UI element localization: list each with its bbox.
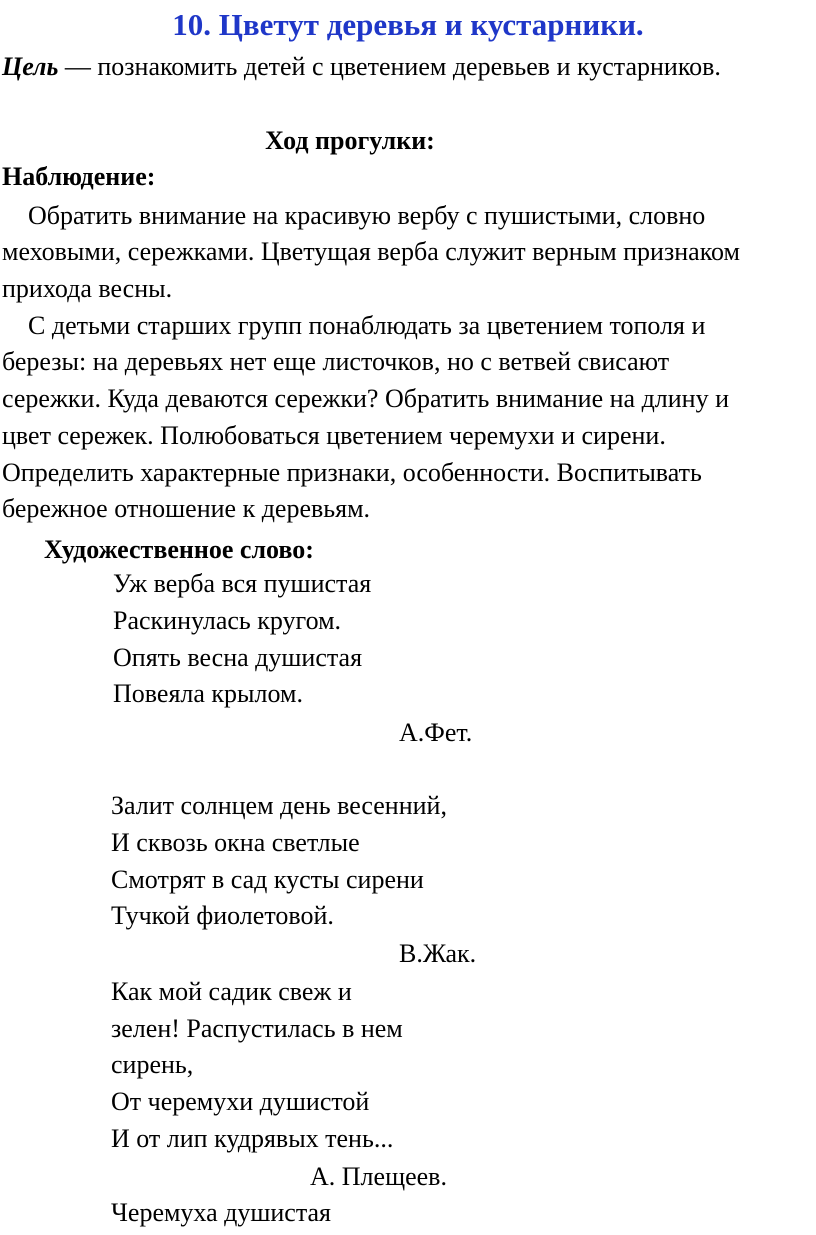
goal-text: — познакомить детей с цветением деревьев и кустарников.	[58, 52, 721, 81]
poem-line: От черемухи душистой	[111, 1087, 370, 1116]
observation-heading: Наблюдение:	[2, 162, 156, 191]
observation-line: меховыми, сережками. Цветущая верба служит верным признаком	[2, 237, 740, 266]
poem-line: зелен! Распустилась в нем	[111, 1014, 403, 1043]
observation-line: цвет сережек. Полюбоваться цветением черемухи и сирени.	[2, 421, 666, 450]
poem-line: Черемуха душистая	[111, 1198, 332, 1227]
poem-line: Уж верба вся пушистая	[113, 569, 372, 598]
poem-line: Тучкой фиолетовой.	[111, 901, 334, 930]
poem-line: Как мой садик свеж и	[111, 977, 352, 1006]
observation-line: прихода весны.	[2, 274, 173, 303]
observation-line: Обратить внимание на красивую вербу с пушистыми, словно	[28, 201, 706, 230]
observation-line: С детьми старших групп понаблюдать за цветением тополя и	[28, 311, 706, 340]
walk-heading: Ход прогулки:	[265, 126, 435, 155]
artistic-word-heading: Художественное слово:	[44, 535, 314, 564]
poem-author: А. Плещеев.	[310, 1162, 447, 1191]
poem-line: Смотрят в сад кусты сирени	[111, 865, 424, 894]
goal-paragraph	[2, 50, 721, 84]
poem-line: Повеяла крылом.	[113, 679, 303, 708]
observation-line: бережное отношение к деревьям.	[2, 494, 371, 523]
observation-line: Определить характерные признаки, особенности. Воспитывать	[2, 458, 702, 487]
poem-line: И сквозь окна светлые	[111, 828, 360, 857]
poem-author: А.Фет.	[399, 718, 473, 747]
poem-line: Опять весна душистая	[113, 643, 363, 672]
observation-line: сережки. Куда деваются сережки? Обратить внимание на длину и	[2, 384, 730, 413]
poem-author: В.Жак.	[399, 939, 477, 968]
poem-line: Залит солнцем день весенний,	[111, 791, 447, 820]
observation-line: березы: на деревьях нет еще листочков, но с ветвей свисают	[2, 347, 670, 376]
poem-line: И от лип кудрявых тень...	[111, 1124, 394, 1153]
document-title: 10. Цветут деревья и кустарники.	[172, 7, 644, 42]
goal-label: Цель	[2, 52, 59, 81]
poem-line: сирень,	[111, 1050, 194, 1079]
poem-line: Раскинулась кругом.	[113, 606, 342, 635]
